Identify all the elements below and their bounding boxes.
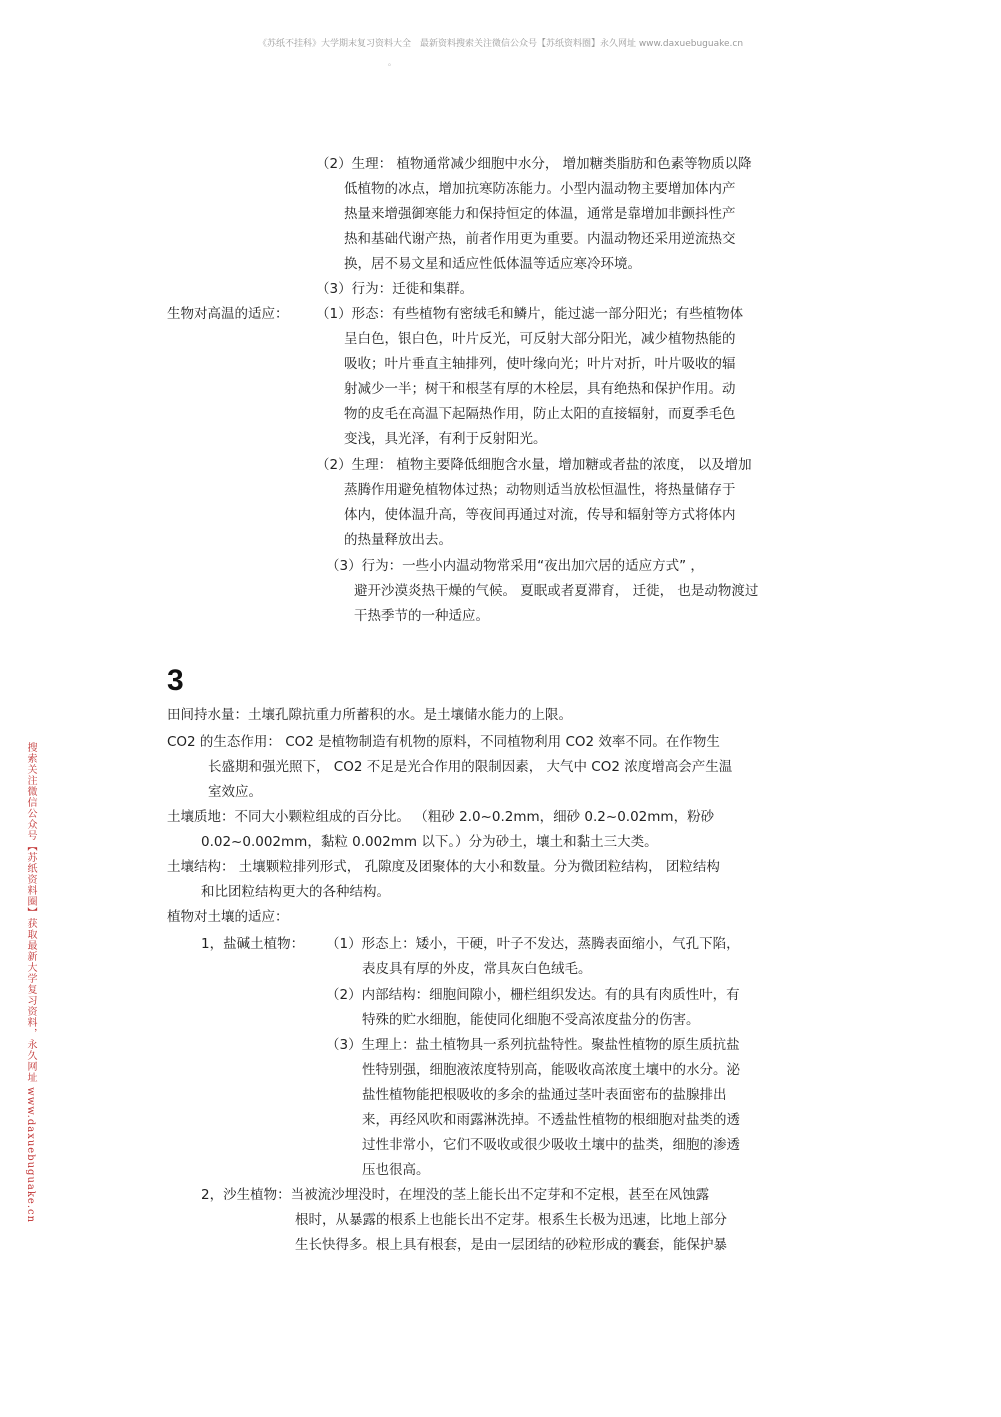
text-line: 表皮具有厚的外皮，常具灰白色绒毛。 bbox=[362, 961, 592, 977]
text-line: 和比团粒结构更大的各种结构。 bbox=[201, 884, 390, 900]
text-line: 压也很高。 bbox=[362, 1162, 430, 1178]
text-line: 呈白色，银白色，叶片反光，可反射大部分阳光，减少植物热能的 bbox=[344, 331, 736, 347]
text-line: 干热季节的一种适应。 bbox=[354, 608, 489, 624]
page-header-watermark: 《苏纸不挂科》大学期末复习资料大全 最新资料搜索关注微信公众号【苏纸资料圈】永久网址 www.daxuebuguake.cn bbox=[257, 39, 744, 49]
text-line: （2）生理： 植物通常减少细胞中水分， 增加糖类脂肪和色素等物质以降 bbox=[316, 156, 752, 172]
text-line: 性特别强，细胞液浓度特别高，能吸收高浓度土壤中的水分。泌 bbox=[362, 1062, 740, 1078]
text-line: （3）生理上：盐土植物具一系列抗盐特性。聚盐性植物的原生质抗盐 bbox=[326, 1037, 740, 1053]
text-line: （1）形态上：矮小，干硬，叶子不发达，蒸腾表面缩小，气孔下陷， bbox=[326, 936, 740, 952]
text-line: 特殊的贮水细胞，能使同化细胞不受高浓度盐分的伤害。 bbox=[362, 1012, 700, 1028]
text-line: 物的皮毛在高温下起隔热作用，防止太阳的直接辐射，而夏季毛色 bbox=[344, 406, 736, 422]
text-line: 根时，从暴露的根系上也能长出不定芽。根系生长极为迅速，比地上部分 bbox=[295, 1212, 727, 1228]
text-line: （3）行为：一些小内温动物常采用“夜出加穴居的适应方式” ， bbox=[326, 558, 704, 574]
text-line: （3）行为：迁徙和集群。 bbox=[316, 281, 474, 297]
text-line: 2，沙生植物：当被流沙埋没时，在埋没的茎上能长出不定芽和不定根，甚至在风蚀露 bbox=[201, 1187, 710, 1203]
text-line: 变浅，具光泽，有利于反射阳光。 bbox=[344, 431, 547, 447]
text-line: 蒸腾作用避免植物体过热；动物则适当放松恒温性，将热量储存于 bbox=[344, 482, 736, 498]
text-line: CO2 的生态作用： CO2 是植物制造有机物的原料，不同植物利用 CO2 效率不同。在作物生 bbox=[167, 734, 720, 750]
text-line: 土壤质地：不同大小颗粒组成的百分比。 （粗砂 2.0~0.2mm，细砂 0.2~0.02mm，粉砂 bbox=[167, 809, 715, 825]
text-line: 过性非常小，它们不吸收或很少吸收土壤中的盐类，细胞的渗透 bbox=[362, 1137, 740, 1153]
text-line: 避开沙漠炎热干燥的气候。 夏眠或者夏滞育， 迁徙， 也是动物渡过 bbox=[354, 583, 759, 599]
side-watermark: 搜索关注微信公众号【苏纸资料圈】获取最新大学复习资料，永久网址 www.daxuebuguake.cn bbox=[25, 742, 36, 1224]
text-line: 植物对土壤的适应： bbox=[167, 909, 289, 925]
text-line: （2）生理： 植物主要降低细胞含水量，增加糖或者盐的浓度， 以及增加 bbox=[316, 457, 752, 473]
text-line: 长盛期和强光照下， CO2 不足是光合作用的限制因素， 大气中 CO2 浓度增高会产生温 bbox=[208, 759, 733, 775]
text-line: （1）形态：有些植物有密绒毛和鳞片，能过滤一部分阳光；有些植物体 bbox=[316, 306, 744, 322]
text-line: 盐性植物能把根吸收的多余的盐通过茎叶表面密布的盐腺排出 bbox=[362, 1087, 727, 1103]
text-line: 体内，使体温升高，等夜间再通过对流，传导和辐射等方式将体内 bbox=[344, 507, 736, 523]
text-line: 低植物的冰点，增加抗寒防冻能力。小型内温动物主要增加体内产 bbox=[344, 181, 736, 197]
text-line: 来，再经风吹和雨露淋洗掉。不透盐性植物的根细胞对盐类的透 bbox=[362, 1112, 740, 1128]
text-line: 的热量释放出去。 bbox=[344, 532, 452, 548]
text-line: 吸收；叶片垂直主轴排列，使叶缘向光；叶片对折，叶片吸收的辐 bbox=[344, 356, 736, 372]
text-line: 田间持水量：土壤孔隙抗重力所蓄积的水。是土壤储水能力的上限。 bbox=[167, 707, 572, 723]
text-line: 生长快得多。根上具有根套，是由一层团结的砂粒形成的囊套，能保护暴 bbox=[295, 1237, 727, 1253]
text-line: 热和基础代谢产热，前者作用更为重要。内温动物还采用逆流热交 bbox=[344, 231, 736, 247]
text-line: 室效应。 bbox=[208, 784, 262, 800]
text-line: 换，居不易文星和适应性低体温等适应寒冷环境。 bbox=[344, 256, 641, 272]
text-line: 0.02~0.002mm，黏粒 0.002mm 以下。）分为砂土，壤土和黏土三大类。 bbox=[201, 834, 658, 850]
section-number: 3 bbox=[167, 664, 184, 697]
text-line: 热量来增强御寒能力和保持恒定的体温，通常是靠增加非颤抖性产 bbox=[344, 206, 736, 222]
heading-high-temp: 生物对高温的适应： bbox=[167, 306, 289, 322]
text-line: （2）内部结构：细胞间隙小，栅栏组织发达。有的具有肉质性叶，有 bbox=[326, 987, 740, 1003]
text-line: 射减少一半；树干和根茎有厚的木栓层，具有绝热和保护作用。动 bbox=[344, 381, 736, 397]
text-line: 1，盐碱土植物： bbox=[201, 936, 305, 952]
text-line: 土壤结构： 土壤颗粒排列形式， 孔隙度及团聚体的大小和数量。分为微团粒结构， 团粒结构 bbox=[167, 859, 720, 875]
header-dot: 。 bbox=[388, 58, 396, 67]
